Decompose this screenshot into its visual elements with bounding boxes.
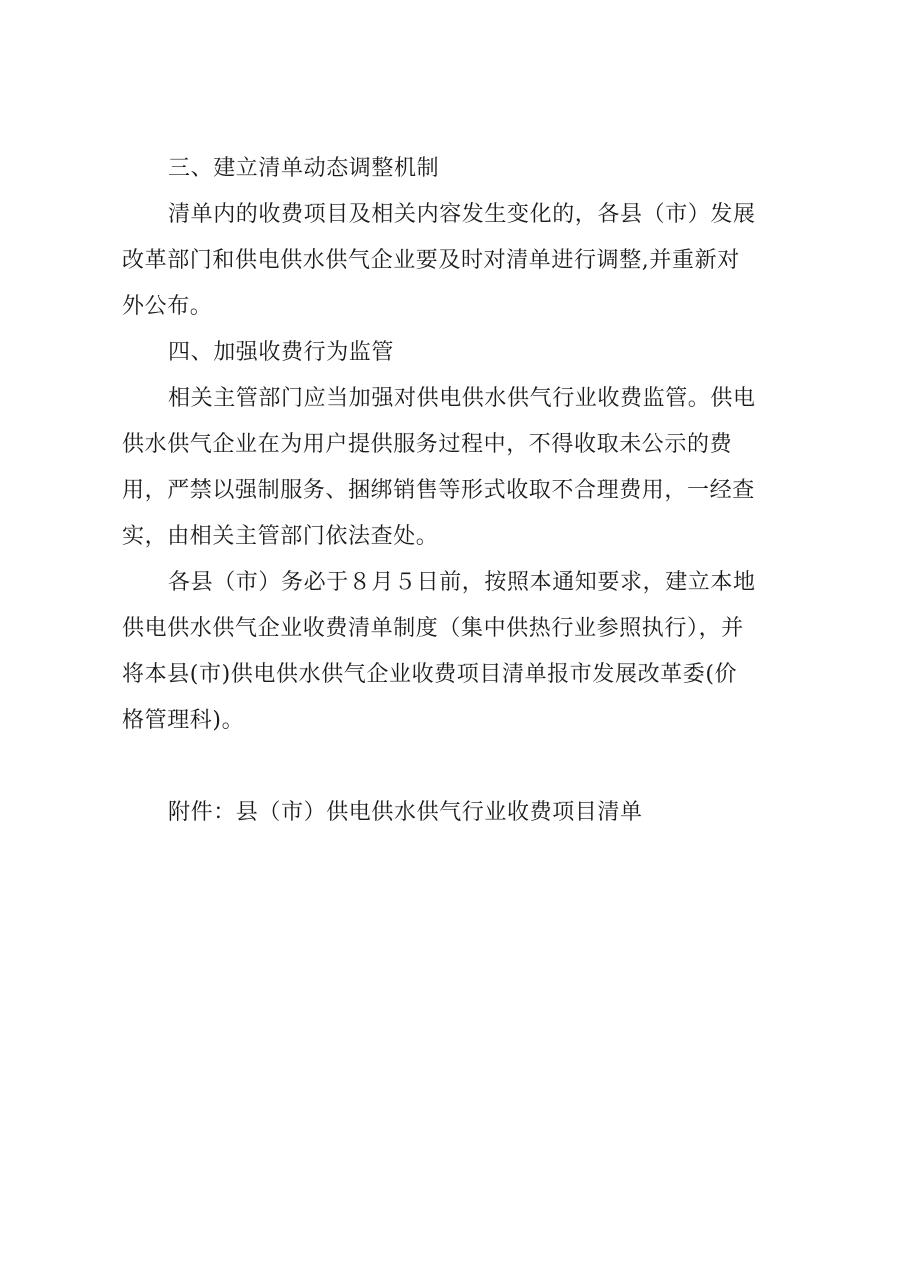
- section-heading-3: 三、建立清单动态调整机制: [168, 156, 440, 181]
- paragraph-line: 供电供水供气企业收费清单制度（集中供热行业参照执行），并: [122, 616, 744, 641]
- spacer: [122, 744, 782, 790]
- paragraph-line: 改革部门和供电供水供气企业要及时对清单进行调整,并重新对: [122, 248, 740, 273]
- paragraph-line: 供水供气企业在为用户提供服务过程中，不得收取未公示的费: [122, 432, 733, 457]
- paragraph-line: 格管理科)。: [122, 708, 245, 733]
- attachment-note: 附件：县（市）供电供水供气行业收费项目清单: [168, 800, 643, 825]
- paragraph-line: 实，由相关主管部门依法查处。: [122, 524, 439, 549]
- paragraph-line: 将本县(市)供电供水供气企业收费项目清单报市发展改革委(价: [122, 662, 738, 687]
- paragraph-line: 清单内的收费项目及相关内容发生变化的，各县（市）发展: [168, 202, 756, 227]
- paragraph-line: 用，严禁以强制服务、捆绑销售等形式收取不合理费用，一经查: [122, 478, 755, 503]
- document-page: [122, 146, 782, 836]
- section-heading-4: 四、加强收费行为监管: [168, 340, 395, 365]
- paragraph-line: 相关主管部门应当加强对供电供水供气行业收费监管。供电: [168, 386, 756, 411]
- paragraph-line: 各县（市）务必于８月５日前，按照本通知要求，建立本地: [168, 570, 756, 595]
- paragraph-line: 外公布。: [122, 294, 213, 319]
